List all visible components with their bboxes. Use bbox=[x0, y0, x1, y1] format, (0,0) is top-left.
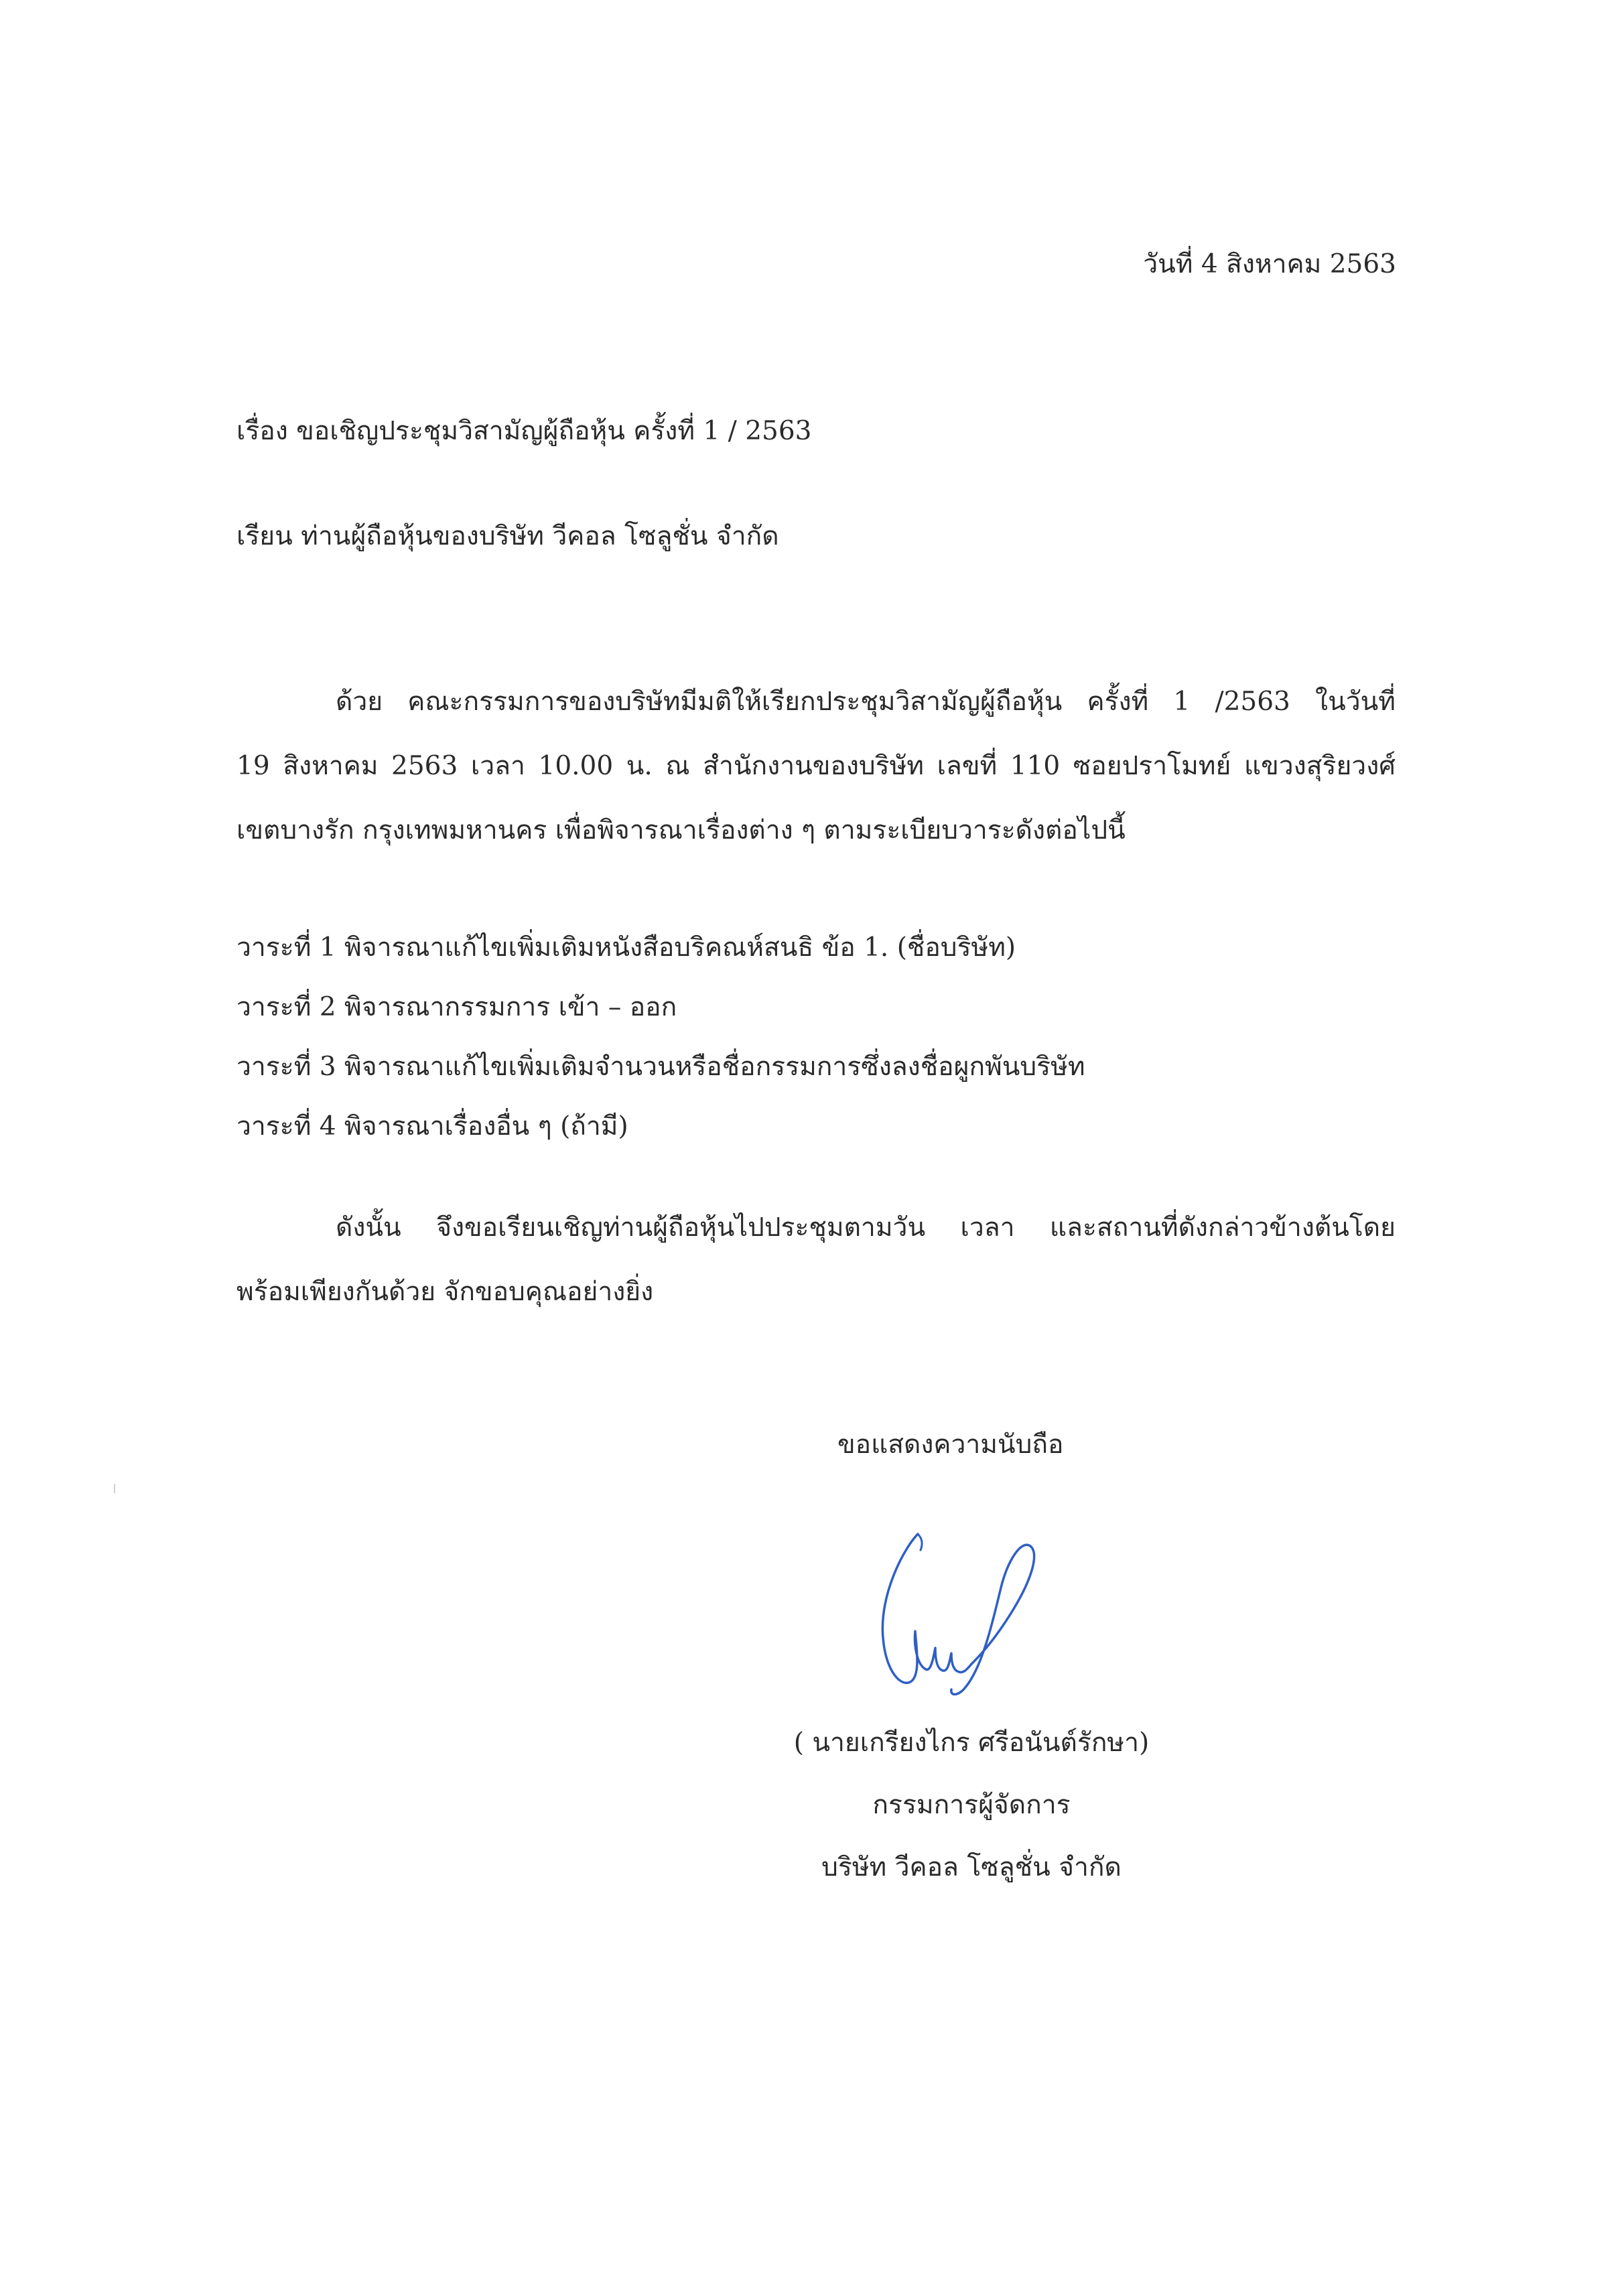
signer-company: บริษัท วีคอล โซลูชั่น จำกัด bbox=[821, 1852, 1122, 1882]
closing-paragraph bbox=[236, 1196, 1396, 1324]
closing-salutation: ขอแสดงความนับถือ bbox=[837, 1430, 1064, 1460]
letter-date: วันที่ 4 สิงหาคม 2563 bbox=[1143, 249, 1396, 279]
letter-recipient: เรียน ท่านผู้ถือหุ้นของบริษัท วีคอล โซลูชั่น จำกัด bbox=[236, 521, 779, 551]
handwritten-signature bbox=[864, 1521, 1085, 1708]
agenda-item-1: วาระที่ 1 พิจารณาแก้ไขเพิ่มเติมหนังสือบริคณห์สนธิ ข้อ 1. (ชื่อบริษัท) bbox=[236, 932, 1016, 963]
agenda-item-3: วาระที่ 3 พิจารณาแก้ไขเพิ่มเติมจำนวนหรือชื่อกรรมการซึ่งลงชื่อผูกพันบริษัท bbox=[236, 1052, 1085, 1082]
agenda-list bbox=[236, 918, 1085, 1156]
signer-name: ( นายเกรียงไกร ศรีอนันต์รักษา) bbox=[793, 1728, 1150, 1758]
intro-line-2: 19 สิงหาคม 2563 เวลา 10.00 น. ณ สำนักงานของบริษัท เลขที่ 110 ซอยปราโมทย์ แขวงสุริยวงศ์ bbox=[236, 751, 1396, 781]
intro-line-3: เขตบางรัก กรุงเทพมหานคร เพื่อพิจารณาเรื่องต่าง ๆ ตามระเบียบวาระดังต่อไปนี้ bbox=[236, 815, 1126, 845]
closing-line-2: พร้อมเพียงกันด้วย จักขอบคุณอย่างยิ่ง bbox=[236, 1277, 654, 1307]
letter-subject: เรื่อง ขอเชิญประชุมวิสามัญผู้ถือหุ้น ครั้งที่ 1 / 2563 bbox=[236, 416, 812, 446]
agenda-item-4: วาระที่ 4 พิจารณาเรื่องอื่น ๆ (ถ้ามี) bbox=[236, 1111, 628, 1141]
intro-paragraph bbox=[236, 670, 1396, 863]
signer-title: กรรมการผู้จัดการ bbox=[872, 1790, 1071, 1820]
signature-block bbox=[764, 1712, 1179, 1898]
scan-artifact bbox=[114, 1484, 115, 1493]
intro-line-1: ด้วย คณะกรรมการของบริษัทมีมติให้เรียกประชุมวิสามัญผู้ถือหุ้น ครั้งที่ 1 /2563 ในวันที่ bbox=[336, 687, 1396, 717]
closing-line-1: ดังนั้น จึงขอเรียนเชิญท่านผู้ถือหุ้นไปประชุมตามวัน เวลา และสถานที่ดังกล่าวข้างต้นโดย bbox=[336, 1212, 1396, 1243]
agenda-item-2: วาระที่ 2 พิจารณากรรมการ เข้า – ออก bbox=[236, 992, 677, 1022]
